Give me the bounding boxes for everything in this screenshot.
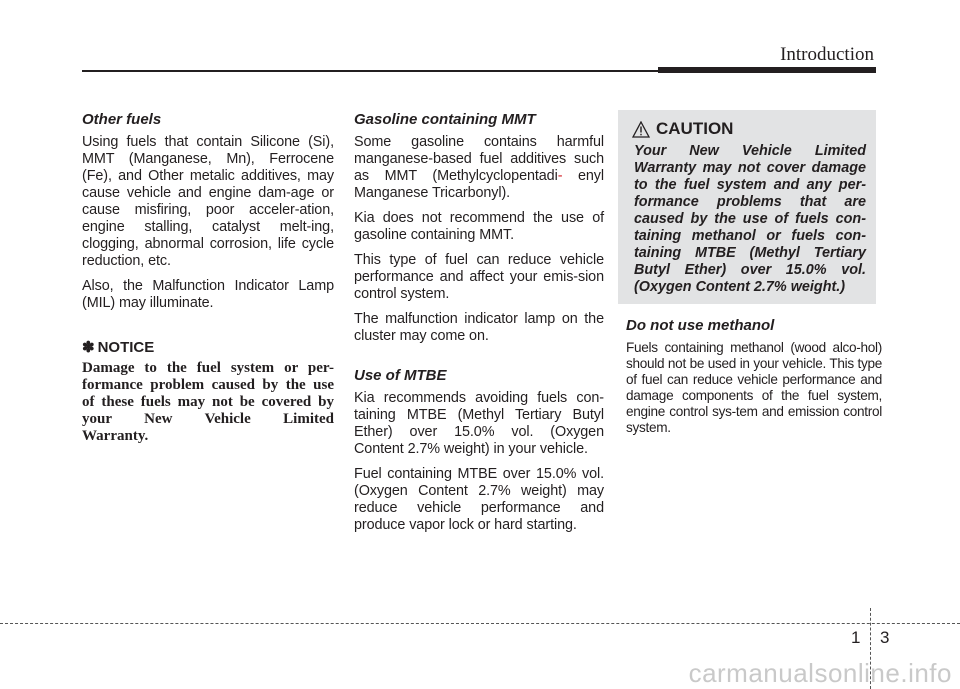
mmt-paragraph-2: Kia does not recommend the use of gasoline containing MMT. (354, 210, 604, 243)
header-rule-accent (658, 67, 876, 73)
column-middle (354, 111, 604, 542)
column-left (82, 111, 334, 445)
caution-line: to the fuel system and any per- (634, 177, 866, 193)
page-number: 3 (880, 628, 890, 647)
caution-line: taining methanol or fuels con- (634, 228, 866, 244)
mmt-heading: Gasoline containing MMT (354, 111, 536, 128)
mtbe-heading: Use of MTBE (354, 367, 447, 384)
warning-triangle-icon (632, 121, 650, 138)
mmt-hyphen: - (557, 168, 563, 184)
notice-star-icon: ✽ (82, 339, 95, 356)
notice-line: your New Vehicle Limited (82, 411, 334, 427)
caution-box (618, 110, 876, 304)
notice-line: Damage to the fuel system or per- (82, 360, 334, 376)
notice-line: formance problem caused by the use (82, 377, 334, 393)
methanol-section (626, 317, 882, 444)
caution-line: Warranty may not cover damage (634, 160, 866, 176)
caution-line: taining MTBE (Methyl Tertiary (634, 245, 866, 261)
notice-heading-label: NOTICE (97, 339, 155, 356)
mmt-paragraph-1 (354, 134, 604, 202)
methanol-paragraph: Fuels containing methanol (wood alco-hol) should not be used in your vehicle. This type of fuel can reduce vehicle performance and damage components of the fuel system, engine control sys-tem and emission control system. (626, 340, 882, 435)
caution-line: caused by the use of fuels con- (634, 211, 866, 227)
caution-line: (Oxygen Content 2.7% weight.) (634, 279, 846, 295)
caution-heading: CAUTION (656, 119, 734, 138)
mtbe-paragraph-1: Kia recommends avoiding fuels con-taining MTBE (Methyl Tertiary Butyl Ether) over 15.0% vol. (Oxygen Content 2.7% weight) in your vehicle. (354, 390, 604, 457)
mmt-paragraph-1-b: enyl Manganese Tricarbonyl). (354, 168, 604, 201)
footer-rule (0, 623, 960, 624)
other-fuels-paragraph-1: Using fuels that contain Silicone (Si), MMT (Manganese, Mn), Ferrocene (Fe), and Other metalic additives, may cause vehicle and engine dam-age or cause misfiring, poor acceler-ation, engine stalling, catalyst melt-ing, clogging, abnormal corrosion, life cycle reduction, etc. (82, 134, 334, 269)
mtbe-paragraph-2: Fuel containing MTBE over 15.0% vol. (Oxygen Content 2.7% weight) may reduce vehicle performance and produce vapor lock or hard starting. (354, 466, 604, 533)
caution-line: Butyl Ether) over 15.0% vol. (634, 262, 866, 278)
page-header-title: Introduction (780, 44, 874, 65)
notice-line: of these fuels may not be covered by (82, 394, 334, 410)
watermark: carmanualsonline.info (688, 658, 952, 688)
caution-line: Your New Vehicle Limited (634, 143, 866, 159)
methanol-heading: Do not use methanol (626, 317, 775, 334)
mmt-paragraph-1-a: Some gasoline contains harmful manganese-based fuel additives such as MMT (Methylcyclopentadi (354, 134, 604, 184)
caution-text (634, 143, 866, 296)
chapter-number: 1 (851, 628, 861, 647)
notice-heading (82, 338, 334, 356)
other-fuels-heading: Other fuels (82, 111, 162, 128)
notice-line: Warranty. (82, 428, 149, 444)
caution-line: formance problems that are (634, 194, 866, 210)
header-rule (82, 70, 662, 72)
mmt-paragraph-3: This type of fuel can reduce vehicle performance and affect your emis-sion control system. (354, 252, 604, 302)
notice-text (82, 360, 334, 445)
mmt-paragraph-4: The malfunction indicator lamp on the cluster may come on. (354, 311, 604, 344)
other-fuels-paragraph-2: Also, the Malfunction Indicator Lamp (MIL) may illuminate. (82, 278, 334, 311)
caution-title (632, 119, 733, 139)
